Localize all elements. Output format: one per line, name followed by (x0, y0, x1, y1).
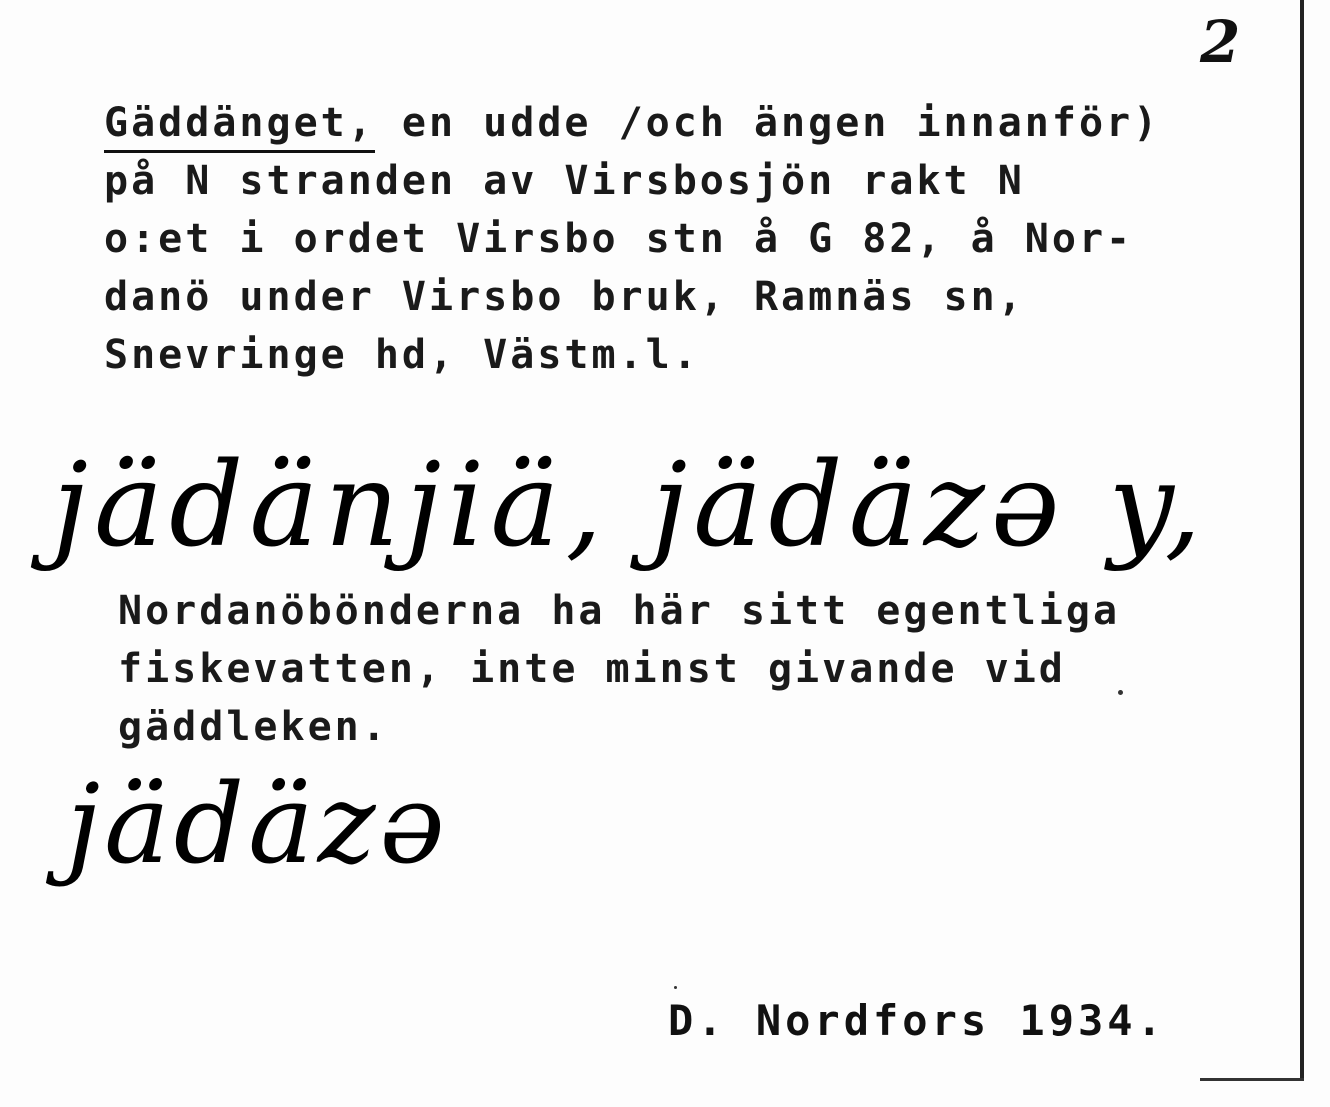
signature: D. Nordfors 1934. (668, 996, 1166, 1045)
entry-line-4: danö under Virsbo bruk, Ramnäs sn, (104, 274, 1025, 320)
entry-line-1: en udde /och ängen innanför) (374, 100, 1161, 146)
page-number: 2 (1200, 8, 1241, 76)
notes-line-1: Nordanöbönderna ha här sitt egentliga (118, 588, 1121, 634)
card-bottom-edge (1200, 1078, 1304, 1081)
notes-text (118, 582, 1120, 756)
entry-line-2: på N stranden av Virsbosjön rakt N (104, 158, 1025, 204)
handwritten-pronunciation-1: jädänjiä, jädäzə y, (52, 438, 1208, 573)
card-right-edge (1300, 0, 1304, 1080)
ink-dot (1118, 690, 1123, 695)
entry-text (104, 94, 1160, 384)
entry-line-3: o:et i ordet Virsbo stn å G 82, å Nor- (104, 216, 1134, 262)
ink-dot (674, 986, 677, 989)
notes-line-2: fiskevatten, inte minst givande vid (118, 646, 1066, 692)
notes-line-3: gäddleken. (118, 704, 389, 750)
headword: Gäddänget, (104, 100, 375, 153)
entry-line-5: Snevringe hd, Västm.l. (104, 332, 700, 378)
handwritten-pronunciation-2: jädäzə (66, 760, 449, 888)
